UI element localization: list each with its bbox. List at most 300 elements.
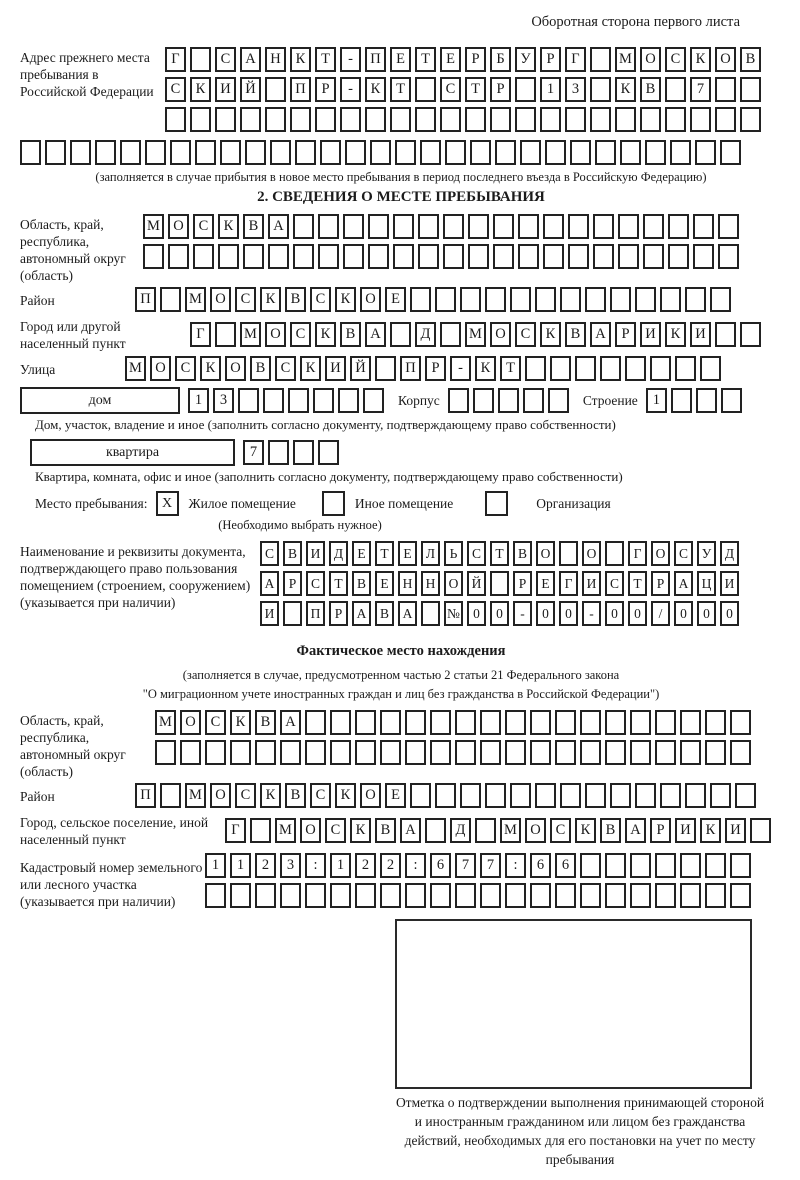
- char-cell[interactable]: 3: [213, 388, 234, 413]
- char-cell[interactable]: [405, 710, 426, 735]
- char-cell[interactable]: [468, 214, 489, 239]
- char-cell[interactable]: [368, 214, 389, 239]
- char-cell[interactable]: [505, 740, 526, 765]
- char-cell[interactable]: [305, 740, 326, 765]
- char-cell[interactable]: О: [360, 783, 381, 808]
- char-cell[interactable]: О: [490, 322, 511, 347]
- char-cell[interactable]: [643, 244, 664, 269]
- char-cell[interactable]: Е: [385, 287, 406, 312]
- char-cell[interactable]: Н: [265, 47, 286, 72]
- char-cell[interactable]: В: [352, 571, 371, 596]
- char-cell[interactable]: Е: [385, 783, 406, 808]
- char-cell[interactable]: [490, 107, 511, 132]
- char-cell[interactable]: 0: [628, 601, 647, 626]
- char-cell[interactable]: 0: [467, 601, 486, 626]
- char-cell[interactable]: [395, 140, 416, 165]
- char-cell[interactable]: [265, 77, 286, 102]
- char-cell[interactable]: [570, 140, 591, 165]
- char-cell[interactable]: [263, 388, 284, 413]
- char-cell[interactable]: [418, 244, 439, 269]
- char-cell[interactable]: -: [513, 601, 532, 626]
- char-cell[interactable]: [490, 571, 509, 596]
- char-cell[interactable]: Т: [390, 77, 411, 102]
- char-cell[interactable]: Б: [490, 47, 511, 72]
- char-cell[interactable]: 6: [430, 853, 451, 878]
- char-cell[interactable]: [393, 244, 414, 269]
- char-cell[interactable]: [390, 107, 411, 132]
- char-cell[interactable]: [515, 77, 536, 102]
- char-cell[interactable]: [338, 388, 359, 413]
- char-cell[interactable]: [393, 214, 414, 239]
- char-cell[interactable]: [288, 388, 309, 413]
- char-cell[interactable]: [715, 322, 736, 347]
- char-cell[interactable]: О: [180, 710, 201, 735]
- char-cell[interactable]: 1: [205, 853, 226, 878]
- char-cell[interactable]: С: [260, 541, 279, 566]
- char-cell[interactable]: [650, 356, 671, 381]
- char-cell[interactable]: Т: [628, 571, 647, 596]
- char-cell[interactable]: [293, 214, 314, 239]
- char-cell[interactable]: [443, 214, 464, 239]
- char-cell[interactable]: А: [280, 710, 301, 735]
- char-cell[interactable]: [590, 77, 611, 102]
- char-cell[interactable]: [630, 883, 651, 908]
- char-cell[interactable]: [218, 244, 239, 269]
- char-cell[interactable]: И: [582, 571, 601, 596]
- char-cell[interactable]: [525, 356, 546, 381]
- char-cell[interactable]: [495, 140, 516, 165]
- char-cell[interactable]: [455, 883, 476, 908]
- char-cell[interactable]: [230, 740, 251, 765]
- char-cell[interactable]: А: [400, 818, 421, 843]
- char-cell[interactable]: [443, 244, 464, 269]
- char-cell[interactable]: [268, 244, 289, 269]
- char-cell[interactable]: [520, 140, 541, 165]
- char-cell[interactable]: [380, 710, 401, 735]
- char-cell[interactable]: С: [275, 356, 296, 381]
- char-cell[interactable]: [180, 740, 201, 765]
- char-cell[interactable]: С: [665, 47, 686, 72]
- char-cell[interactable]: [693, 244, 714, 269]
- char-cell[interactable]: М: [240, 322, 261, 347]
- char-cell[interactable]: Р: [513, 571, 532, 596]
- char-cell[interactable]: [660, 783, 681, 808]
- residential-checkbox[interactable]: X: [156, 491, 179, 516]
- char-cell[interactable]: М: [125, 356, 146, 381]
- char-cell[interactable]: Р: [651, 571, 670, 596]
- char-cell[interactable]: И: [690, 322, 711, 347]
- char-cell[interactable]: 0: [720, 601, 739, 626]
- char-cell[interactable]: [593, 214, 614, 239]
- char-cell[interactable]: К: [475, 356, 496, 381]
- char-cell[interactable]: [215, 107, 236, 132]
- char-cell[interactable]: О: [150, 356, 171, 381]
- char-cell[interactable]: [440, 107, 461, 132]
- char-cell[interactable]: [605, 853, 626, 878]
- char-cell[interactable]: С: [215, 47, 236, 72]
- char-cell[interactable]: [485, 783, 506, 808]
- char-cell[interactable]: /: [651, 601, 670, 626]
- char-cell[interactable]: Г: [190, 322, 211, 347]
- char-cell[interactable]: [505, 710, 526, 735]
- char-cell[interactable]: 1: [230, 853, 251, 878]
- char-cell[interactable]: 2: [355, 853, 376, 878]
- char-cell[interactable]: [270, 140, 291, 165]
- char-cell[interactable]: [293, 244, 314, 269]
- char-cell[interactable]: [355, 883, 376, 908]
- char-cell[interactable]: [665, 107, 686, 132]
- char-cell[interactable]: [605, 740, 626, 765]
- char-cell[interactable]: [645, 140, 666, 165]
- char-cell[interactable]: [680, 740, 701, 765]
- char-cell[interactable]: [568, 214, 589, 239]
- char-cell[interactable]: Д: [329, 541, 348, 566]
- char-cell[interactable]: [430, 740, 451, 765]
- char-cell[interactable]: Л: [421, 541, 440, 566]
- char-cell[interactable]: [293, 440, 314, 465]
- char-cell[interactable]: С: [515, 322, 536, 347]
- char-cell[interactable]: [750, 818, 771, 843]
- char-cell[interactable]: К: [575, 818, 596, 843]
- char-cell[interactable]: :: [505, 853, 526, 878]
- char-cell[interactable]: 2: [380, 853, 401, 878]
- char-cell[interactable]: [721, 388, 742, 413]
- char-cell[interactable]: [730, 710, 751, 735]
- char-cell[interactable]: [465, 107, 486, 132]
- char-cell[interactable]: [363, 388, 384, 413]
- char-cell[interactable]: [543, 244, 564, 269]
- char-cell[interactable]: М: [143, 214, 164, 239]
- char-cell[interactable]: [330, 710, 351, 735]
- char-cell[interactable]: [343, 244, 364, 269]
- char-cell[interactable]: С: [205, 710, 226, 735]
- char-cell[interactable]: [315, 107, 336, 132]
- char-cell[interactable]: О: [168, 214, 189, 239]
- char-cell[interactable]: [618, 214, 639, 239]
- char-cell[interactable]: В: [283, 541, 302, 566]
- char-cell[interactable]: И: [720, 571, 739, 596]
- char-cell[interactable]: [735, 783, 756, 808]
- char-cell[interactable]: [20, 140, 41, 165]
- other-premises-checkbox[interactable]: [322, 491, 345, 516]
- char-cell[interactable]: С: [235, 287, 256, 312]
- char-cell[interactable]: И: [675, 818, 696, 843]
- char-cell[interactable]: К: [335, 287, 356, 312]
- char-cell[interactable]: П: [290, 77, 311, 102]
- char-cell[interactable]: Г: [225, 818, 246, 843]
- char-cell[interactable]: [205, 883, 226, 908]
- char-cell[interactable]: [240, 107, 261, 132]
- char-cell[interactable]: С: [235, 783, 256, 808]
- char-cell[interactable]: П: [135, 783, 156, 808]
- char-cell[interactable]: Ц: [697, 571, 716, 596]
- char-cell[interactable]: О: [265, 322, 286, 347]
- char-cell[interactable]: [580, 710, 601, 735]
- char-cell[interactable]: [635, 287, 656, 312]
- char-cell[interactable]: В: [285, 783, 306, 808]
- char-cell[interactable]: [593, 244, 614, 269]
- char-cell[interactable]: [730, 883, 751, 908]
- char-cell[interactable]: Р: [650, 818, 671, 843]
- char-cell[interactable]: [665, 77, 686, 102]
- char-cell[interactable]: №: [444, 601, 463, 626]
- char-cell[interactable]: [740, 322, 761, 347]
- char-cell[interactable]: К: [290, 47, 311, 72]
- char-cell[interactable]: Д: [450, 818, 471, 843]
- char-cell[interactable]: [255, 883, 276, 908]
- char-cell[interactable]: [515, 107, 536, 132]
- char-cell[interactable]: [435, 287, 456, 312]
- char-cell[interactable]: С: [290, 322, 311, 347]
- char-cell[interactable]: -: [450, 356, 471, 381]
- char-cell[interactable]: [620, 140, 641, 165]
- char-cell[interactable]: [455, 740, 476, 765]
- char-cell[interactable]: Н: [421, 571, 440, 596]
- char-cell[interactable]: Е: [440, 47, 461, 72]
- char-cell[interactable]: В: [375, 601, 394, 626]
- char-cell[interactable]: [550, 356, 571, 381]
- char-cell[interactable]: К: [200, 356, 221, 381]
- char-cell[interactable]: -: [340, 47, 361, 72]
- char-cell[interactable]: О: [210, 783, 231, 808]
- char-cell[interactable]: А: [590, 322, 611, 347]
- char-cell[interactable]: [190, 107, 211, 132]
- char-cell[interactable]: [410, 287, 431, 312]
- char-cell[interactable]: [555, 883, 576, 908]
- char-cell[interactable]: К: [700, 818, 721, 843]
- char-cell[interactable]: К: [365, 77, 386, 102]
- char-cell[interactable]: В: [250, 356, 271, 381]
- char-cell[interactable]: [468, 244, 489, 269]
- char-cell[interactable]: В: [640, 77, 661, 102]
- char-cell[interactable]: [145, 140, 166, 165]
- char-cell[interactable]: Р: [425, 356, 446, 381]
- char-cell[interactable]: [295, 140, 316, 165]
- char-cell[interactable]: 0: [490, 601, 509, 626]
- char-cell[interactable]: [575, 356, 596, 381]
- char-cell[interactable]: [685, 783, 706, 808]
- char-cell[interactable]: Н: [398, 571, 417, 596]
- char-cell[interactable]: [535, 783, 556, 808]
- char-cell[interactable]: К: [190, 77, 211, 102]
- char-cell[interactable]: [160, 783, 181, 808]
- char-cell[interactable]: Г: [565, 47, 586, 72]
- char-cell[interactable]: [705, 853, 726, 878]
- char-cell[interactable]: О: [651, 541, 670, 566]
- char-cell[interactable]: С: [550, 818, 571, 843]
- char-cell[interactable]: [696, 388, 717, 413]
- char-cell[interactable]: М: [275, 818, 296, 843]
- char-cell[interactable]: [480, 883, 501, 908]
- char-cell[interactable]: [580, 740, 601, 765]
- char-cell[interactable]: [565, 107, 586, 132]
- char-cell[interactable]: А: [352, 601, 371, 626]
- char-cell[interactable]: [559, 541, 578, 566]
- char-cell[interactable]: В: [600, 818, 621, 843]
- char-cell[interactable]: [390, 322, 411, 347]
- char-cell[interactable]: [505, 883, 526, 908]
- char-cell[interactable]: [548, 388, 569, 413]
- char-cell[interactable]: [643, 214, 664, 239]
- char-cell[interactable]: К: [540, 322, 561, 347]
- char-cell[interactable]: [485, 287, 506, 312]
- char-cell[interactable]: 7: [243, 440, 264, 465]
- char-cell[interactable]: 3: [565, 77, 586, 102]
- char-cell[interactable]: П: [365, 47, 386, 72]
- char-cell[interactable]: К: [260, 783, 281, 808]
- char-cell[interactable]: [618, 244, 639, 269]
- char-cell[interactable]: [480, 710, 501, 735]
- char-cell[interactable]: [555, 740, 576, 765]
- char-cell[interactable]: [680, 883, 701, 908]
- char-cell[interactable]: А: [625, 818, 646, 843]
- char-cell[interactable]: К: [315, 322, 336, 347]
- char-cell[interactable]: В: [285, 287, 306, 312]
- char-cell[interactable]: [560, 287, 581, 312]
- char-cell[interactable]: Е: [536, 571, 555, 596]
- char-cell[interactable]: [355, 740, 376, 765]
- char-cell[interactable]: [368, 244, 389, 269]
- char-cell[interactable]: О: [582, 541, 601, 566]
- char-cell[interactable]: [685, 287, 706, 312]
- char-cell[interactable]: [70, 140, 91, 165]
- char-cell[interactable]: Т: [490, 541, 509, 566]
- char-cell[interactable]: 2: [255, 853, 276, 878]
- char-cell[interactable]: С: [310, 287, 331, 312]
- char-cell[interactable]: [510, 287, 531, 312]
- char-cell[interactable]: [420, 140, 441, 165]
- char-cell[interactable]: К: [260, 287, 281, 312]
- char-cell[interactable]: [690, 107, 711, 132]
- char-cell[interactable]: [318, 440, 339, 465]
- char-cell[interactable]: В: [375, 818, 396, 843]
- char-cell[interactable]: [518, 214, 539, 239]
- char-cell[interactable]: Е: [375, 571, 394, 596]
- char-cell[interactable]: [680, 853, 701, 878]
- char-cell[interactable]: [530, 710, 551, 735]
- char-cell[interactable]: Й: [240, 77, 261, 102]
- char-cell[interactable]: [238, 388, 259, 413]
- char-cell[interactable]: Е: [352, 541, 371, 566]
- char-cell[interactable]: С: [674, 541, 693, 566]
- organization-checkbox[interactable]: [485, 491, 508, 516]
- char-cell[interactable]: [193, 244, 214, 269]
- char-cell[interactable]: 7: [690, 77, 711, 102]
- char-cell[interactable]: [345, 140, 366, 165]
- char-cell[interactable]: У: [697, 541, 716, 566]
- char-cell[interactable]: Т: [375, 541, 394, 566]
- char-cell[interactable]: [660, 287, 681, 312]
- char-cell[interactable]: [560, 783, 581, 808]
- char-cell[interactable]: [318, 214, 339, 239]
- char-cell[interactable]: [170, 140, 191, 165]
- char-cell[interactable]: О: [444, 571, 463, 596]
- char-cell[interactable]: [610, 783, 631, 808]
- char-cell[interactable]: [695, 140, 716, 165]
- char-cell[interactable]: Г: [559, 571, 578, 596]
- char-cell[interactable]: А: [365, 322, 386, 347]
- char-cell[interactable]: С: [310, 783, 331, 808]
- char-cell[interactable]: Г: [165, 47, 186, 72]
- char-cell[interactable]: [421, 601, 440, 626]
- char-cell[interactable]: [630, 740, 651, 765]
- char-cell[interactable]: П: [400, 356, 421, 381]
- char-cell[interactable]: О: [300, 818, 321, 843]
- char-cell[interactable]: Е: [398, 541, 417, 566]
- char-cell[interactable]: [305, 710, 326, 735]
- char-cell[interactable]: [545, 140, 566, 165]
- char-cell[interactable]: [605, 710, 626, 735]
- char-cell[interactable]: [330, 740, 351, 765]
- char-cell[interactable]: [710, 287, 731, 312]
- char-cell[interactable]: Т: [329, 571, 348, 596]
- char-cell[interactable]: [655, 883, 676, 908]
- char-cell[interactable]: [143, 244, 164, 269]
- char-cell[interactable]: Ь: [444, 541, 463, 566]
- char-cell[interactable]: [585, 783, 606, 808]
- char-cell[interactable]: Г: [628, 541, 647, 566]
- char-cell[interactable]: О: [210, 287, 231, 312]
- char-cell[interactable]: [448, 388, 469, 413]
- char-cell[interactable]: И: [725, 818, 746, 843]
- char-cell[interactable]: 1: [540, 77, 561, 102]
- char-cell[interactable]: [283, 601, 302, 626]
- char-cell[interactable]: [120, 140, 141, 165]
- char-cell[interactable]: [415, 107, 436, 132]
- char-cell[interactable]: [568, 244, 589, 269]
- char-cell[interactable]: Р: [283, 571, 302, 596]
- char-cell[interactable]: [610, 287, 631, 312]
- char-cell[interactable]: [635, 783, 656, 808]
- char-cell[interactable]: [425, 818, 446, 843]
- char-cell[interactable]: [600, 356, 621, 381]
- char-cell[interactable]: С: [440, 77, 461, 102]
- char-cell[interactable]: [605, 541, 624, 566]
- char-cell[interactable]: Д: [720, 541, 739, 566]
- char-cell[interactable]: [590, 47, 611, 72]
- char-cell[interactable]: [518, 244, 539, 269]
- char-cell[interactable]: В: [340, 322, 361, 347]
- char-cell[interactable]: [455, 710, 476, 735]
- char-cell[interactable]: [380, 883, 401, 908]
- char-cell[interactable]: И: [640, 322, 661, 347]
- char-cell[interactable]: [230, 883, 251, 908]
- char-cell[interactable]: [543, 214, 564, 239]
- char-cell[interactable]: [640, 107, 661, 132]
- char-cell[interactable]: С: [605, 571, 624, 596]
- char-cell[interactable]: [415, 77, 436, 102]
- char-cell[interactable]: Д: [415, 322, 436, 347]
- char-cell[interactable]: [195, 140, 216, 165]
- char-cell[interactable]: :: [405, 853, 426, 878]
- char-cell[interactable]: С: [325, 818, 346, 843]
- char-cell[interactable]: [405, 740, 426, 765]
- char-cell[interactable]: [715, 107, 736, 132]
- char-cell[interactable]: С: [193, 214, 214, 239]
- char-cell[interactable]: [370, 140, 391, 165]
- char-cell[interactable]: [160, 287, 181, 312]
- char-cell[interactable]: [655, 740, 676, 765]
- char-cell[interactable]: [405, 883, 426, 908]
- char-cell[interactable]: [255, 740, 276, 765]
- char-cell[interactable]: [705, 740, 726, 765]
- char-cell[interactable]: Т: [465, 77, 486, 102]
- char-cell[interactable]: [700, 356, 721, 381]
- char-cell[interactable]: [718, 214, 739, 239]
- char-cell[interactable]: В: [565, 322, 586, 347]
- char-cell[interactable]: [318, 244, 339, 269]
- char-cell[interactable]: [580, 883, 601, 908]
